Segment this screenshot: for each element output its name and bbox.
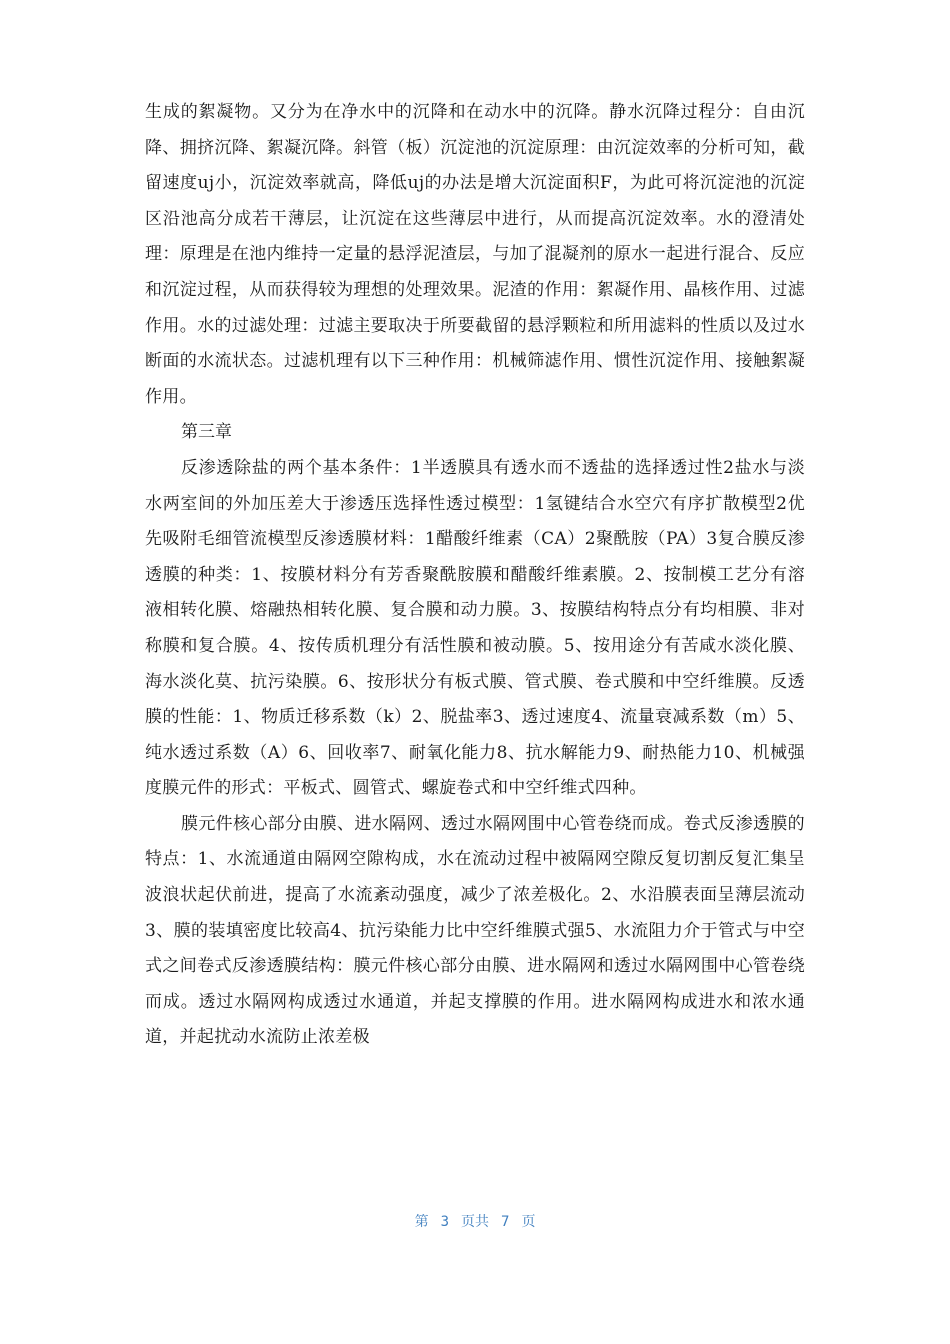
footer-suffix: 页 (521, 1214, 536, 1230)
footer-prefix: 第 (414, 1214, 429, 1230)
chapter-heading: 第三章 (181, 422, 232, 443)
footer-middle: 页共 (461, 1214, 489, 1230)
body-paragraph: 膜元件核心部分由膜、进水隔网、透过水隔网围中心管卷绕而成。卷式反渗透膜的特点：1、水流通道由隔网空隙构成，水在流动过程中被隔网空隙反复切割反复汇集呈波浪状起伏前进，提高了水流紊动强度，减少了浓差极化。2、水沿膜表面呈薄层流动3、膜的装填密度比较高4、抗污染能力比中空纤维膜式强5、水流阻力介于管式与中空式之间卷式反渗透膜结构：膜元件核心部分由膜、进水隔网和透过水隔网围中心管卷绕而成。透过水隔网构成透过水通道，并起支撑膜的作用。进水隔网构成进水和浓水通道，并起扰动水流防止浓差极 (145, 813, 805, 1048)
body-paragraph: 生成的絮凝物。又分为在净水中的沉降和在动水中的沉降。静水沉降过程分：自由沉降、拥挤沉降、絮凝沉降。斜管（板）沉淀池的沉淀原理：由沉淀效率的分析可知，截留速度uj小，沉淀效率就高，降低uj的办法是增大沉淀面积F，为此可将沉淀池的沉淀区沿池高分成若干薄层，让沉淀在这些薄层中进行，从而提高沉淀效率。水的澄清处理：原理是在池内维持一定量的悬浮泥渣层，与加了混凝剂的原水一起进行混合、反应和沉淀过程，从而获得较为理想的处理效果。泥渣的作用：絮凝作用、晶核作用、过滤作用。水的过滤处理：过滤主要取决于所要截留的悬浮颗粒和所用滤料的性质以及过水断面的水流状态。过滤机理有以下三种作用：机械筛滤作用、惯性沉淀作用、接触絮凝作用。 (145, 102, 805, 407)
footer-current-page: 3 (440, 1214, 449, 1230)
footer-total-pages: 7 (501, 1214, 510, 1230)
body-paragraph: 反渗透除盐的两个基本条件：1半透膜具有透水而不透盐的选择透过性2盐水与淡水两室间的外加压差大于渗透压选择性透过模型：1氢键结合水空穴有序扩散模型2优先吸附毛细管流模型反渗透膜材料：1醋酸纤维素（CA）2聚酰胺（PA）3复合膜反渗透膜的种类：1、按膜材料分有芳香聚酰胺膜和醋酸纤维素膜。2、按制模工艺分有溶液相转化膜、熔融热相转化膜、复合膜和动力膜。3、按膜结构特点分有均相膜、非对称膜和复合膜。4、按传质机理分有活性膜和被动膜。5、按用途分有苦咸水淡化膜、海水淡化莫、抗污染膜。6、按形状分有板式膜、管式膜、卷式膜和中空纤维膜。反透膜的性能：1、物质迁移系数（k）2、脱盐率3、透过速度4、流量衰减系数（m）5、纯水透过系数（A）6、回收率7、耐氧化能力8、抗水解能力9、耐热能力10、机械强度膜元件的形式：平板式、圆管式、螺旋卷式和中空纤维式四种。 (145, 457, 805, 799)
page-body (145, 95, 805, 1056)
page-footer (0, 1211, 950, 1231)
